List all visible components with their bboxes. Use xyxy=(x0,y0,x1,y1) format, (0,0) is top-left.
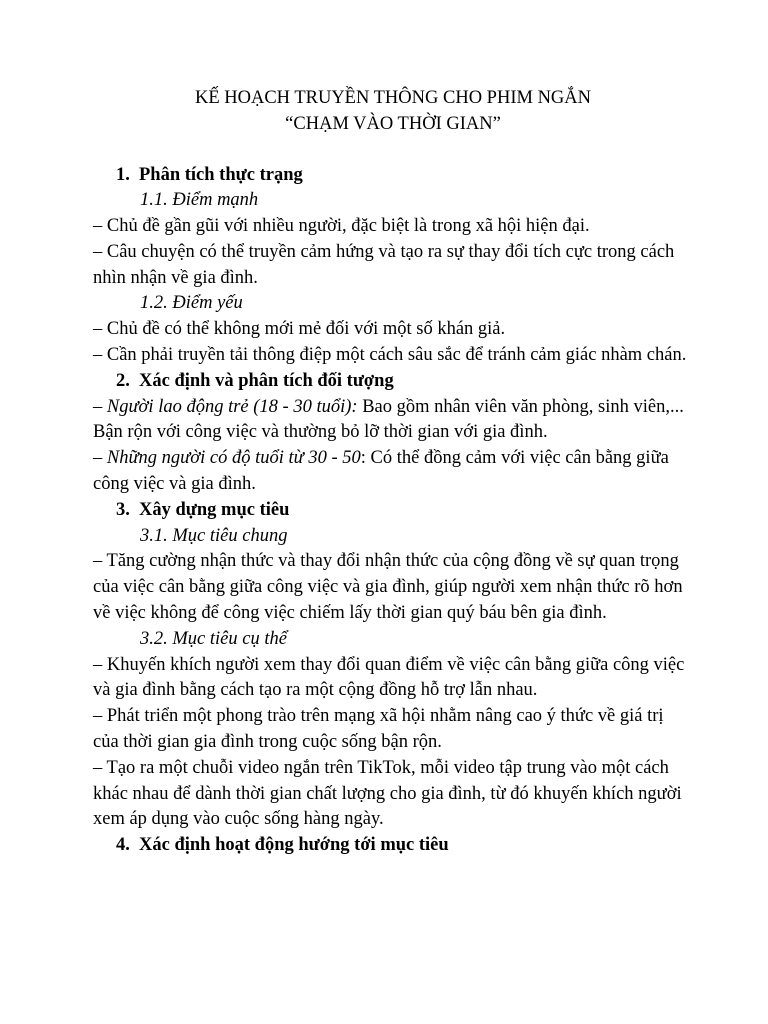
audience-label: – Người lao động trẻ (18 - 30 tuổi): xyxy=(93,396,358,417)
paragraph: – Chủ đề gần gũi với nhiều người, đặc biệt là trong xã hội hiện đại. xyxy=(93,216,590,237)
paragraph: – Tạo ra một chuỗi video ngắn trên TikTok, mỗi video tập trung vào một cách khác nhau để dành thời gian chất lượng cho gia đình, từ đó khuyến khích người xem áp dụng vào cuộc sống hàng ngày. xyxy=(93,757,682,830)
subsection-1-2-heading: 1.2. Điểm yếu xyxy=(140,293,243,314)
document-title xyxy=(93,86,693,137)
paragraph: – Tăng cường nhận thức và thay đổi nhận thức của cộng đồng về sự quan trọng của việc cân bằng giữa công việc và gia đình, giúp người xem nhận thức rõ hơn về việc không để công việc chiếm lấy thời gian quý báu bên gia đình. xyxy=(93,551,683,624)
title-line-2: “CHẠM VÀO THỜI GIAN” xyxy=(285,113,501,134)
subsection-3-2-heading: 3.2. Mục tiêu cụ thể xyxy=(140,628,287,649)
section-1-heading: 1. Phân tích thực trạng xyxy=(116,164,303,185)
section-2-heading: 2. Xác định và phân tích đối tượng xyxy=(116,370,394,391)
paragraph: – Câu chuyện có thể truyền cảm hứng và tạo ra sự thay đổi tích cực trong cách nhìn nhận về gia đình. xyxy=(93,241,675,288)
section-4-heading: 4. Xác định hoạt động hướng tới mục tiêu xyxy=(116,835,449,856)
paragraph: – Người lao động trẻ (18 - 30 tuổi): Bao gồm nhân viên văn phòng, sinh viên,... Bận rộn với công việc và thường bỏ lỡ thời gian với gia đình. xyxy=(93,396,684,443)
paragraph: – Những người có độ tuổi từ 30 - 50: Có thể đồng cảm với việc cân bằng giữa công việc và gia đình. xyxy=(93,448,669,495)
title-line-1: KẾ HOẠCH TRUYỀN THÔNG CHO PHIM NGẮN xyxy=(194,88,592,108)
section-3-heading: 3. Xây dựng mục tiêu xyxy=(116,499,290,520)
audience-label: – Những người có độ tuổi từ 30 - 50 xyxy=(93,448,361,469)
paragraph: – Khuyến khích người xem thay đổi quan điểm về việc cân bằng giữa công việc và gia đình bằng cách tạo ra một cộng đồng hỗ trợ lẫn nhau. xyxy=(93,654,685,701)
paragraph: – Phát triển một phong trào trên mạng xã hội nhằm nâng cao ý thức về giá trị của thời gian gia đình trong cuộc sống bận rộn. xyxy=(93,706,664,753)
subsection-3-1-heading: 3.1. Mục tiêu chung xyxy=(140,525,288,546)
document-body xyxy=(93,86,693,859)
subsection-1-1-heading: 1.1. Điểm mạnh xyxy=(140,190,259,211)
paragraph: – Chủ đề có thể không mới mẻ đối với một số khán giả. xyxy=(93,319,506,340)
paragraph: – Cần phải truyền tải thông điệp một cách sâu sắc để tránh cảm giác nhàm chán. xyxy=(93,345,687,366)
